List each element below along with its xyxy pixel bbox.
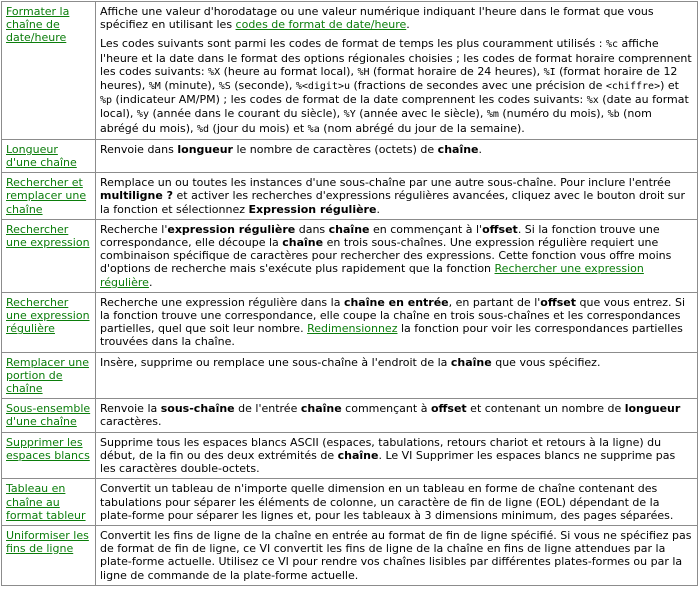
bold-term: expression régulière: [167, 222, 296, 236]
description-text: . Si la fonction trouve une correspondance, elle découpe la: [100, 222, 660, 250]
table-row: [2, 525, 698, 585]
table-row: [2, 399, 698, 432]
description-paragraph: [100, 176, 693, 216]
function-name-cell: [2, 292, 96, 352]
description-text: le nombre de caractères (octets) de: [232, 142, 438, 156]
description-text: dans: [295, 222, 329, 236]
description-text: que vous entrez. Si la fonction trouve une correspondance, elle coupe la chaîne en trois sous-chaînes et les correspondances partielles, quel que soit leur nombre.: [100, 295, 686, 336]
bold-term: chaîne: [328, 222, 370, 236]
table-row: [2, 432, 698, 479]
format-code: %m: [486, 109, 499, 121]
table-body: [2, 2, 698, 586]
function-name-cell: [2, 432, 96, 479]
function-link-supprimer-les-espaces-blancs[interactable]: Supprimer les espaces blancs: [6, 435, 90, 462]
bold-term: longueur: [624, 402, 681, 416]
function-description-cell: [96, 173, 698, 220]
description-paragraph: [100, 402, 693, 428]
description-text: Recherche l': [100, 222, 168, 236]
description-paragraph: [100, 5, 693, 31]
bold-term: Expression régulière: [248, 202, 377, 216]
description-text: (seconde),: [230, 79, 296, 93]
format-code: %M: [148, 81, 161, 93]
description-text: (indicateur AM/PM) ; les codes de format de la date comprennent les codes suivants:: [112, 93, 587, 107]
format-code: %I: [543, 66, 556, 78]
format-code: %<digit>u: [295, 81, 351, 93]
bold-term: chaîne en entrée: [343, 295, 449, 309]
description-paragraph: [100, 296, 693, 349]
description-paragraph: [100, 529, 693, 582]
table-row: [2, 292, 698, 352]
function-name-cell: [2, 139, 96, 172]
inline-link[interactable]: Redimensionnez: [307, 322, 398, 336]
description-text: (nom abrégé du mois),: [100, 107, 652, 135]
function-link-tableau-en-chaine-au-format-tableur[interactable]: Tableau en chaîne au format tableur: [6, 482, 86, 522]
bold-term: chaîne: [337, 448, 379, 462]
function-link-longueur-d-une-chaine[interactable]: Longueur d'une chaîne: [6, 142, 77, 170]
description-text: .: [406, 18, 410, 32]
table-row: [2, 479, 698, 526]
description-text: que vous spécifiez.: [491, 355, 601, 369]
table-row: [2, 352, 698, 399]
description-text: (format horaire de 24 heures),: [369, 64, 544, 78]
bold-term: multiligne ?: [100, 189, 174, 203]
function-name-cell: [2, 352, 96, 399]
description-text: Affiche une valeur d'horodatage ou une valeur numérique indiquant l'heure dans le format que vous spécifiez en utilisant les: [100, 5, 654, 32]
description-text: .: [478, 142, 483, 156]
bold-term: longueur: [177, 142, 233, 156]
function-name-cell: [2, 399, 96, 432]
description-text: .: [376, 202, 380, 216]
function-name-cell: [2, 479, 96, 526]
function-description-cell: [96, 479, 698, 526]
function-description-cell: [96, 219, 698, 292]
bold-term: chaîne: [450, 355, 492, 369]
description-text: , en partant de l': [448, 295, 541, 309]
function-link-formater-la-chaine-de-date-heure[interactable]: Formater la chaîne de date/heure: [6, 5, 70, 45]
bold-term: offset: [482, 222, 518, 236]
description-text: (nom abrégé du jour de la semaine).: [319, 121, 525, 135]
description-text: (minute),: [160, 79, 219, 93]
description-text: (heure au format local),: [220, 64, 358, 78]
table-row: [2, 2, 698, 140]
function-link-rechercher-une-expression-reguliere[interactable]: Rechercher une expression régulière: [6, 295, 90, 336]
function-link-uniformiser-les-fins-de-ligne[interactable]: Uniformiser les fins de ligne: [6, 528, 89, 556]
function-link-remplacer-une-portion-de-chaine[interactable]: Remplacer une portion de chaîne: [6, 355, 89, 396]
description-text: la fonction pour voir les correspondances partielles trouvées dans la chaîne.: [100, 322, 683, 349]
description-text: caractères.: [100, 415, 162, 429]
format-code: %y: [136, 109, 149, 121]
description-text: Les codes suivants sont parmi les codes de format de temps les plus couramment utilisés :: [100, 37, 606, 51]
function-link-rechercher-et-remplacer-une-chaine[interactable]: Rechercher et remplacer une chaîne: [6, 176, 87, 216]
function-name-cell: [2, 173, 96, 220]
function-name-cell: [2, 219, 96, 292]
bold-term: offset: [540, 295, 577, 309]
function-description-cell: [96, 432, 698, 479]
function-description-cell: [96, 352, 698, 399]
description-text: Insère, supprime ou remplace une sous-chaîne à l'endroit de la: [100, 355, 451, 369]
format-code: <chiffre>: [605, 81, 661, 93]
bold-term: sous-chaîne: [160, 402, 235, 416]
description-text: (fractions de secondes avec une précision de: [350, 79, 606, 93]
function-link-sous-ensemble-d-une-chaine[interactable]: Sous-ensemble d'une chaîne: [6, 402, 91, 429]
description-paragraph: [100, 436, 693, 476]
description-text: Recherche une expression régulière dans la: [100, 295, 344, 309]
format-code: %Y: [343, 109, 356, 121]
format-code: %d: [197, 123, 210, 135]
bold-term: chaîne: [282, 236, 324, 250]
bold-term: chaîne: [300, 402, 342, 416]
format-code: %X: [208, 66, 221, 78]
description-text: Convertit un tableau de n'importe quelle dimension en un tableau en forme de chaîne contenant des tabulations pour séparer les éléments de colonne, un caractère de fin de ligne (EOL) dépendant de la plate-forme pour séparer les lignes et, pour les tableaux à 3 dimensions minimum, des pages séparées.: [100, 482, 674, 522]
table-row: [2, 139, 698, 172]
description-text: (année dans le courant du siècle),: [148, 107, 344, 121]
format-code: %H: [357, 66, 370, 78]
function-name-cell: [2, 525, 96, 585]
description-text: en commençant à l': [369, 222, 483, 236]
function-description-cell: [96, 292, 698, 352]
format-code: %S: [218, 81, 231, 93]
description-text: Supprime tous les espaces blancs ASCII (espaces, tabulations, retours chariot et retours à la ligne) du début, de la fin ou des deux extrémités de: [100, 435, 662, 462]
format-code: %b: [607, 109, 620, 121]
description-text: de l'entrée: [234, 402, 301, 416]
description-text: Renvoie la: [100, 402, 161, 416]
description-text: (date au format local),: [100, 93, 689, 121]
inline-link[interactable]: Rechercher une expression régulière: [100, 262, 644, 289]
description-text: Remplace un ou toutes les instances d'une sous-chaîne par une autre sous-chaîne. Pour inclure l'entrée: [100, 176, 671, 190]
description-text: Convertit les fins de ligne de la chaîne en entrée au format de fin de ligne spécifié. Si vous ne spécifiez pas de format de fin de ligne, ce VI convertit les fins de ligne de la chaîne en fins de ligne attendues par la plate-forme actuelle. Utilisez ce VI pour rendre vos chaînes lisibles par différentes plates-formes ou par la ligne de commande de la plate-forme actuelle.: [100, 528, 692, 582]
inline-link[interactable]: codes de format de date/heure: [235, 18, 407, 32]
bold-term: offset: [430, 402, 467, 416]
description-text: (jour du mois) et: [209, 121, 308, 135]
format-code: %a: [307, 123, 320, 135]
description-text: en trois sous-chaînes. Une expression régulière requiert une combinaison spécifique de caractères pour rechercher des expressions. Cette fonction vous offre moins d'options de recherche mais s'exécute plus rapidement que la fonction: [100, 236, 672, 276]
table-row: [2, 219, 698, 292]
description-paragraph: [100, 223, 693, 289]
description-text: ) et: [660, 79, 679, 93]
description-text: Renvoie dans: [100, 142, 178, 156]
function-name-cell: [2, 2, 96, 140]
description-paragraph: [100, 356, 693, 369]
description-paragraph: [100, 143, 693, 156]
description-text: . Le VI Supprimer les espaces blancs ne supprime pas les caractères double-octets.: [100, 448, 676, 476]
description-text: et contenant un nombre de: [466, 402, 625, 416]
description-text: .: [148, 275, 153, 289]
description-text: (année avec le siècle),: [355, 107, 487, 121]
function-description-cell: [96, 139, 698, 172]
bold-term: chaîne: [437, 142, 479, 156]
description-paragraph: [100, 37, 693, 135]
description-text: affiche l'heure et la date dans le format des options régionales choisies ; les codes de format horaire comprennent les codes suivants:: [100, 37, 692, 78]
description-text: commençant à: [341, 402, 431, 416]
function-description-cell: [96, 525, 698, 585]
function-link-rechercher-une-expression[interactable]: Rechercher une expression: [6, 222, 90, 250]
function-reference-table: [1, 1, 698, 586]
format-code: %p: [100, 95, 113, 107]
format-code: %x: [586, 95, 599, 107]
function-description-cell: [96, 2, 698, 140]
table-row: [2, 173, 698, 220]
description-text: (format horaire de 12 heures),: [100, 64, 678, 93]
description-text: (numéro du mois),: [498, 107, 608, 121]
description-paragraph: [100, 482, 693, 522]
description-text: et activer les recherches d'expressions régulières avancées, cliquez avec le bouton droit sur la fonction et sélectionnez: [100, 189, 686, 216]
function-description-cell: [96, 399, 698, 432]
format-code: %c: [605, 39, 618, 51]
